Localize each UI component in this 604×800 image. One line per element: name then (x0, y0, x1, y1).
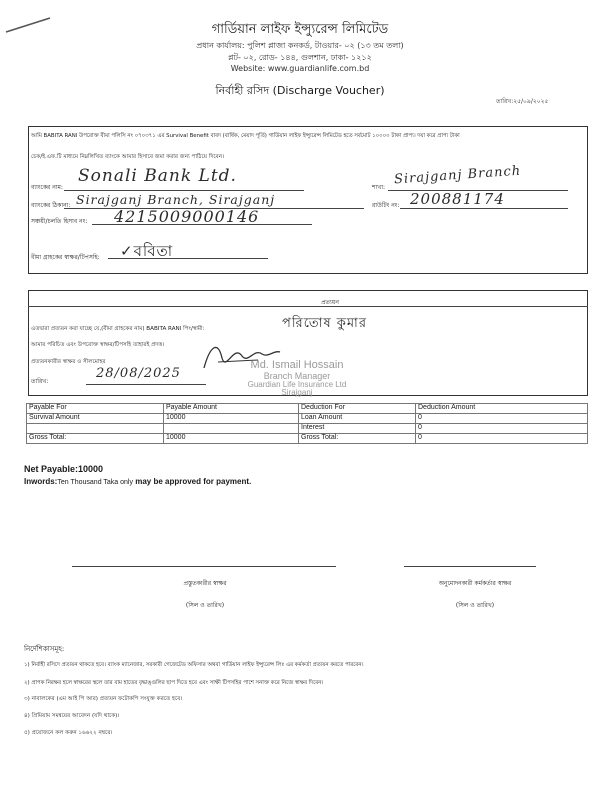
bank-address-label: ব্যাংকের ঠিকানা: (31, 202, 71, 209)
manager-stamp (222, 360, 372, 398)
stamp-company: Guardian Life Insurance Ltd (247, 379, 347, 389)
certification-date-label: তারিখ: (31, 378, 49, 385)
approver-signature-sub: (সিল ও তারিখ) (455, 602, 495, 609)
certification-date-value: 28/08/2025 (96, 366, 181, 381)
instruction-item: ৪) প্রিমিয়াম সমন্বয়ের আবেদন (যদি থাকে)। (24, 713, 120, 719)
certification-line-3: প্রত্যয়নকারীর স্বাক্ষর ও সীলমোহর (31, 359, 106, 365)
certification-line-1: এতদ্বারা প্রত্যয়ন করা যাচ্ছে যে,(বীমা গ্রাহকের নাম) BABITA RANI পিং/স্বামী: (31, 326, 205, 332)
customer-signature-label: বীমা গ্রাহকের স্বাক্ষর/টিপসহি: (31, 254, 100, 261)
table-row (27, 434, 588, 444)
cell: Interest (299, 424, 416, 434)
stamp-title: Branch Manager (263, 370, 331, 381)
routing-value: 200881174 (410, 190, 505, 208)
customer-signature: ✓ববিতা (120, 242, 174, 260)
certification-line-2: আমার পরিচিত এবং উপরোক্ত স্বাক্ষর/টিপসহি তাহারই প্রদত্ত। (31, 342, 165, 348)
bank-name-line (64, 190, 304, 191)
cell: 0 (416, 434, 588, 444)
inwords-label: Inwords: (24, 477, 58, 486)
table-header-row (27, 404, 588, 414)
bank-name-value: Sonali Bank Ltd. (78, 166, 237, 186)
instruction-item: ৫) প্রয়োজনে কল করুন ১৬৬২২ নম্বরে। (24, 730, 113, 736)
signature-line (108, 258, 268, 259)
cell: Gross Total: (299, 434, 416, 444)
routing-line (400, 208, 568, 209)
header-deduction-amount: Deduction Amount (416, 404, 588, 414)
pen-mark-icon (4, 14, 54, 36)
branch-value: Sirajganj Branch (393, 163, 522, 188)
header-payable-for: Payable For (27, 404, 164, 414)
cell: Loan Amount (299, 414, 416, 424)
cell (27, 424, 164, 434)
website: Website: www.guardianlife.com.bd (230, 64, 370, 73)
instruction-item: ২) প্রাপক নিরক্ষর হলে স্বাক্ষরের স্থলে তার বাম হাতের বৃদ্ধাঙ্গুলির ছাপ দিতে হবে এবং সাক্ষী টিপসহির পাশে সনাক্ত করে নিজে স্বাক্ষর দিবেন। (24, 680, 324, 686)
statement-line-2: চেক/ই.এফ.টি মাধ্যমে নিম্নলিখিত ব্যাংকে আমার হিসাবে জমা করার জন্য পাঠিয়ে দিবেন। (31, 154, 225, 160)
instruction-item: ১) নির্বাহী রসিদে প্রত্যয়ন থাকতে হবে। ব্যাংক ম্যানেজার, সরকারী গেজেটেড অফিসার অথবা গার্ডিয়ান লাইফ ইন্স্যুরেন্স লিঃ এর কর্মকর্তা প্রত্যয়ন করতে পারবেন। (24, 662, 364, 668)
cell: 0 (416, 424, 588, 434)
inwords-line (24, 477, 251, 486)
branch-label: শাখা: (372, 184, 385, 191)
approver-signature-title: অনুমোদনকারী কর্মকর্তার স্বাক্ষর (438, 580, 512, 587)
stamp-name: Md. Ismail Hossain (250, 359, 344, 371)
instructions-heading: নির্দেশিকাসমূহ: (24, 645, 65, 653)
father-name-value: পরিতোষ কুমার (282, 316, 367, 331)
account-line (92, 224, 312, 225)
header-payable-amount: Payable Amount (164, 404, 299, 414)
cell: 0 (416, 414, 588, 424)
approval-note: may be approved for payment. (132, 477, 252, 486)
company-name: গার্ডিয়ান লাইফ ইন্স্যুরেন্স লিমিটেড (211, 22, 389, 37)
account-value: 4215009000146 (114, 207, 260, 226)
header-deduction-for: Deduction For (299, 404, 416, 414)
bank-address-value: Sirajganj Branch, Sirajganj (76, 192, 276, 207)
cell (164, 424, 299, 434)
document-date: তারিখ:২৫/০৯/২০২৫ (496, 98, 549, 105)
cell: Gross Total: (27, 434, 164, 444)
approver-signature-line (404, 566, 536, 567)
office-address: প্লট- ০২, রোড- ১৪৪, গুলশান, ঢাকা- ১২১২ (228, 53, 372, 62)
cell: 10000 (164, 434, 299, 444)
preparer-signature-line (72, 566, 336, 567)
head-office-address: প্রধান কার্যালয়: পুলিশ প্লাজা কনকর্ড, টাওয়ার- ০২ (১৩ তম তলা) (196, 41, 404, 50)
certification-date-line (86, 384, 206, 385)
document-title: নির্বাহী রসিদ (Discharge Voucher) (215, 84, 385, 97)
bank-name-label: ব্যাংকের নাম: (31, 184, 63, 191)
preparer-signature-title: প্রস্তুতকারীর স্বাক্ষর (183, 580, 227, 587)
routing-label: রাউটিং নং: (372, 202, 400, 209)
inwords-value: Ten Thousand Taka only (57, 479, 133, 486)
account-label: সঞ্চয়ী/চলতি হিসাব নং: (31, 218, 88, 225)
cell: 10000 (164, 414, 299, 424)
statement-line-1: আমি BABITA RANI উপরোক্ত বীমা পলিসি নং ০৭০৩৭১ এর Survival Benefit বাবদ (বার্ষিক, মেয়াদ পূর্তি) গার্ডিয়ান লাইফ ইন্স্যুরেন্স লিমিটেড হতে সর্বমোট ১০০০০ টাকা প্রাপ্য। দয়া করে প্রাপ্য টাকা (31, 133, 460, 139)
preparer-signature-sub: (সিল ও তারিখ) (185, 602, 225, 609)
cell: Survival Amount (27, 414, 164, 424)
instruction-item: ৩) নাবালকের (এম আই পি আর) প্রত্যয়ন ফটোকপি সংযুক্ত করতে হবে। (24, 696, 183, 702)
table-row (27, 414, 588, 424)
payment-table (26, 403, 588, 444)
table-row (27, 424, 588, 434)
certification-heading: প্রত্যয়ন (321, 299, 339, 306)
net-payable: Net Payable:10000 (24, 464, 104, 474)
stamp-branch: Sirajganj (281, 388, 313, 398)
